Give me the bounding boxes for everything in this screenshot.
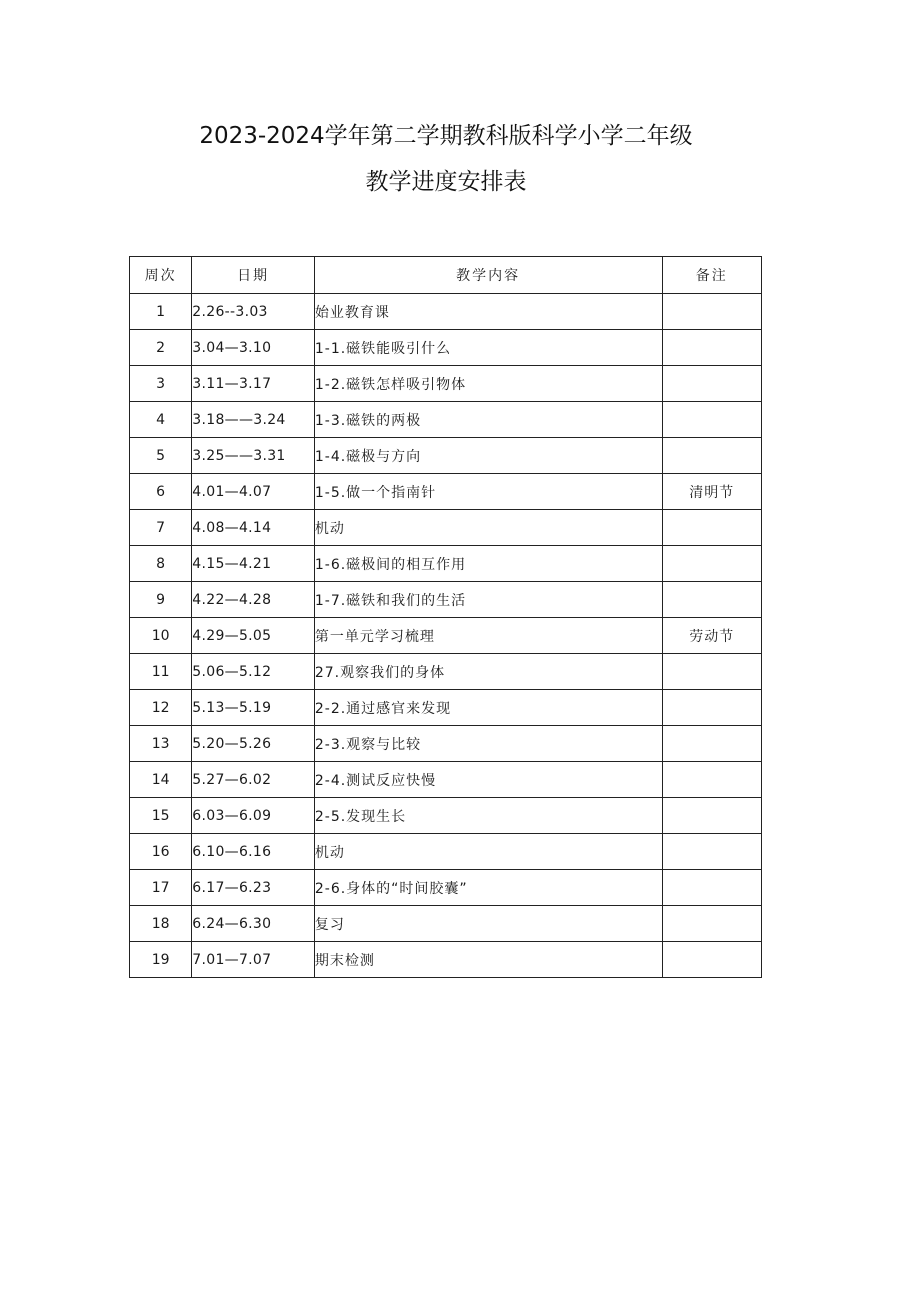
note-cell: [662, 330, 762, 366]
date-cell: 6.10—6.16: [192, 834, 315, 870]
date-cell: 2.26--3.03: [192, 294, 315, 330]
week-cell: 7: [130, 510, 192, 546]
week-cell: 15: [130, 798, 192, 834]
note-cell: [662, 690, 762, 726]
header-content: 教学内容: [314, 257, 662, 294]
content-cell: 1-7.磁铁和我们的生活: [314, 582, 662, 618]
content-cell: 期末检测: [314, 942, 662, 978]
week-cell: 11: [130, 654, 192, 690]
table-row: [130, 402, 762, 438]
table-row: [130, 366, 762, 402]
table-row: [130, 582, 762, 618]
table-row: [130, 654, 762, 690]
content-cell: 2-4.测试反应快慢: [314, 762, 662, 798]
week-cell: 4: [130, 402, 192, 438]
content-cell: 1-6.磁极间的相互作用: [314, 546, 662, 582]
week-cell: 18: [130, 906, 192, 942]
content-cell: 2-6.身体的“时间胶囊”: [314, 870, 662, 906]
table-row: [130, 618, 762, 654]
content-cell: 1-4.磁极与方向: [314, 438, 662, 474]
table-row: [130, 798, 762, 834]
content-cell: 27.观察我们的身体: [314, 654, 662, 690]
table-row: [130, 690, 762, 726]
table-row: [130, 438, 762, 474]
date-cell: 3.11—3.17: [192, 366, 315, 402]
content-cell: 2-3.观察与比较: [314, 726, 662, 762]
note-cell: [662, 906, 762, 942]
note-cell: [662, 654, 762, 690]
date-cell: 4.15—4.21: [192, 546, 315, 582]
content-cell: 第一单元学习梳理: [314, 618, 662, 654]
week-cell: 6: [130, 474, 192, 510]
content-cell: 机动: [314, 834, 662, 870]
note-cell: [662, 762, 762, 798]
content-cell: 始业教育课: [314, 294, 662, 330]
header-note: 备注: [662, 257, 762, 294]
note-cell: [662, 870, 762, 906]
header-date: 日期: [192, 257, 315, 294]
week-cell: 3: [130, 366, 192, 402]
table-row: [130, 510, 762, 546]
note-cell: [662, 366, 762, 402]
content-cell: 1-3.磁铁的两极: [314, 402, 662, 438]
content-cell: 机动: [314, 510, 662, 546]
note-cell: [662, 726, 762, 762]
date-cell: 3.04—3.10: [192, 330, 315, 366]
note-cell: [662, 942, 762, 978]
table-header-row: [130, 257, 762, 294]
date-cell: 3.18——3.24: [192, 402, 315, 438]
content-cell: 复习: [314, 906, 662, 942]
date-cell: 7.01—7.07: [192, 942, 315, 978]
note-cell: 清明节: [662, 474, 762, 510]
content-cell: 1-1.磁铁能吸引什么: [314, 330, 662, 366]
table-row: [130, 870, 762, 906]
week-cell: 2: [130, 330, 192, 366]
note-cell: [662, 294, 762, 330]
content-cell: 1-2.磁铁怎样吸引物体: [314, 366, 662, 402]
week-cell: 12: [130, 690, 192, 726]
table-row: [130, 726, 762, 762]
content-cell: 2-5.发现生长: [314, 798, 662, 834]
document-title: 2023-2024学年第二学期教科版科学小学二年级: [199, 123, 693, 149]
note-cell: [662, 402, 762, 438]
week-cell: 17: [130, 870, 192, 906]
week-cell: 13: [130, 726, 192, 762]
table-row: [130, 546, 762, 582]
date-cell: 6.17—6.23: [192, 870, 315, 906]
date-cell: 4.22—4.28: [192, 582, 315, 618]
week-cell: 14: [130, 762, 192, 798]
note-cell: [662, 546, 762, 582]
week-cell: 10: [130, 618, 192, 654]
week-cell: 9: [130, 582, 192, 618]
note-cell: [662, 510, 762, 546]
date-cell: 5.20—5.26: [192, 726, 315, 762]
document-subtitle: 教学进度安排表: [365, 169, 527, 195]
table-row: [130, 474, 762, 510]
content-cell: 2-2.通过感官来发现: [314, 690, 662, 726]
table-body: [130, 294, 762, 978]
date-cell: 6.24—6.30: [192, 906, 315, 942]
schedule-table: [129, 256, 762, 978]
note-cell: [662, 834, 762, 870]
table-row: [130, 762, 762, 798]
date-cell: 5.06—5.12: [192, 654, 315, 690]
table-row: [130, 330, 762, 366]
date-cell: 3.25——3.31: [192, 438, 315, 474]
week-cell: 16: [130, 834, 192, 870]
note-cell: [662, 438, 762, 474]
week-cell: 5: [130, 438, 192, 474]
date-cell: 5.27—6.02: [192, 762, 315, 798]
table-row: [130, 906, 762, 942]
table-row: [130, 294, 762, 330]
date-cell: 4.01—4.07: [192, 474, 315, 510]
note-cell: [662, 582, 762, 618]
date-cell: 5.13—5.19: [192, 690, 315, 726]
content-cell: 1-5.做一个指南针: [314, 474, 662, 510]
table-row: [130, 942, 762, 978]
date-cell: 4.29—5.05: [192, 618, 315, 654]
header-week: 周次: [130, 257, 192, 294]
table-row: [130, 834, 762, 870]
date-cell: 6.03—6.09: [192, 798, 315, 834]
week-cell: 1: [130, 294, 192, 330]
note-cell: [662, 798, 762, 834]
note-cell: 劳动节: [662, 618, 762, 654]
week-cell: 19: [130, 942, 192, 978]
week-cell: 8: [130, 546, 192, 582]
date-cell: 4.08—4.14: [192, 510, 315, 546]
